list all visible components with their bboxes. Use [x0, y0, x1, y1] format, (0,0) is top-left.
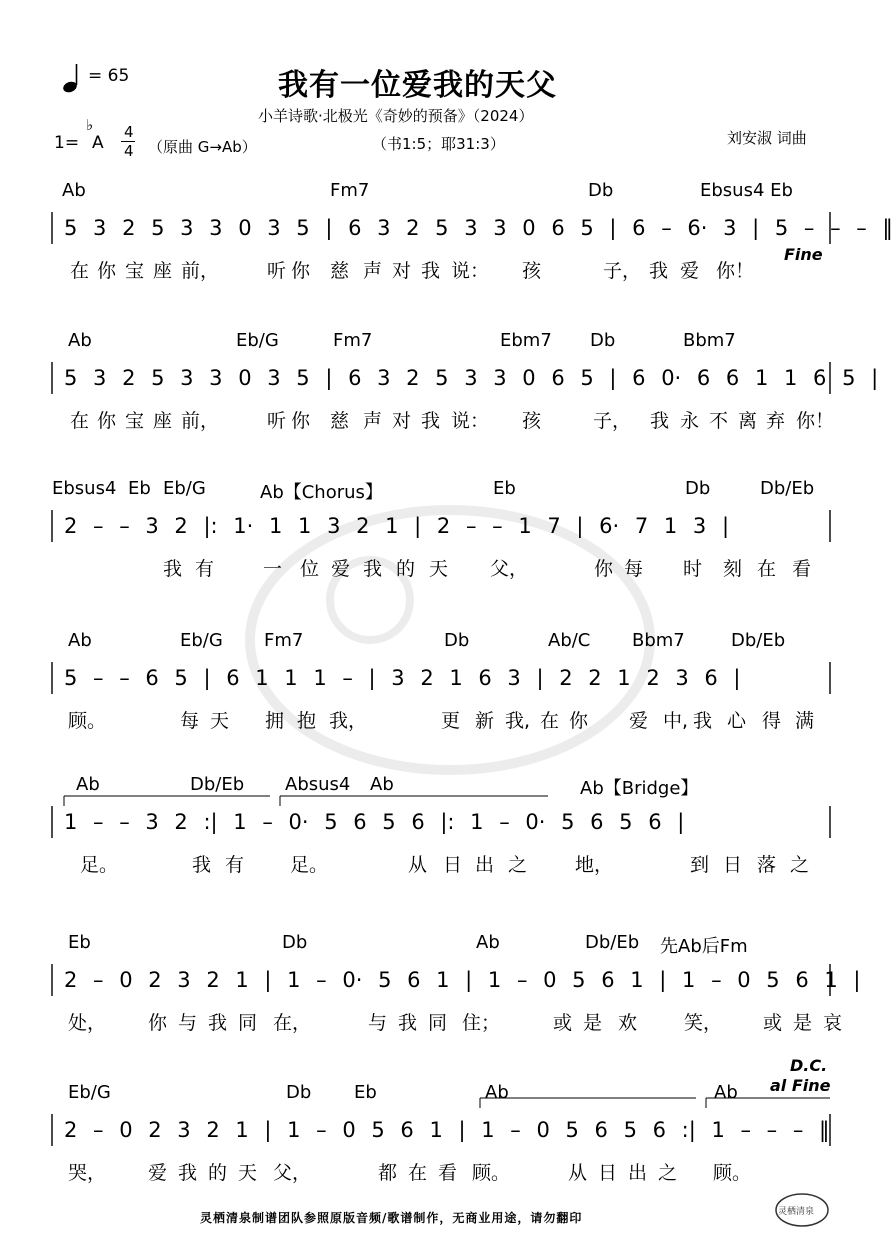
- chord-symbol: Fm7: [264, 630, 304, 651]
- chord-symbol: 先Ab后Fm: [660, 936, 748, 957]
- chord-symbol: Ab: [485, 1082, 509, 1103]
- lyric-syllable: 出: [475, 854, 495, 876]
- chord-symbol: Db: [282, 932, 308, 953]
- notation-line: 5 3 2 5 3 3 0 3 5 | 6 3 2 5 3 3 0 6 5 | 6 – 6· 3 | 5 – – – ‖: [64, 216, 893, 240]
- lyric-syllable: 看: [438, 1162, 458, 1184]
- lyric-syllable: 得: [762, 710, 782, 732]
- lyric-syllable: 有: [195, 558, 215, 580]
- lyric-syllable: 对: [392, 410, 412, 432]
- lyric-syllable: 我: [192, 854, 212, 876]
- lyric-syllable: 说：: [451, 410, 490, 432]
- lyric-syllable: 永: [680, 410, 700, 432]
- lyric-syllable: 从: [568, 1162, 588, 1184]
- chord-symbol: Db/Eb: [190, 774, 245, 795]
- lyric-syllable: 出: [628, 1162, 648, 1184]
- lyric-syllable: 听: [267, 260, 287, 282]
- chord-symbol: Absus4: [285, 774, 351, 795]
- chord-symbol: Eb/G: [68, 1082, 111, 1103]
- chord-symbol: Db/Eb: [731, 630, 786, 651]
- fine-mark: Fine: [784, 245, 823, 264]
- lyric-syllable: 哭，: [68, 1162, 107, 1184]
- lyric-syllable: 天: [429, 558, 449, 580]
- lyric-syllable: 与: [368, 1012, 388, 1034]
- chord-symbol: Ab【Chorus】: [260, 482, 383, 503]
- key-prefix: 1=: [54, 133, 80, 153]
- lyric-syllable: 我: [363, 558, 383, 580]
- original-key: （原曲 G→Ab）: [148, 138, 257, 156]
- lyric-syllable: 你: [291, 260, 311, 282]
- lyric-syllable: 或: [763, 1012, 783, 1034]
- lyric-syllable: 落: [757, 854, 777, 876]
- chord-symbol: Db: [590, 330, 616, 351]
- chord-symbol: Bbm7: [683, 330, 736, 351]
- lyric-syllable: 爱: [680, 260, 700, 282]
- lyric-syllable: 看: [792, 558, 812, 580]
- lyric-syllable: 心: [727, 710, 747, 732]
- dc-al-fine-mark: al Fine: [770, 1076, 831, 1095]
- chord-symbol: Eb: [354, 1082, 377, 1103]
- lyric-syllable: 对: [392, 260, 412, 282]
- lyric-syllable: 哀: [823, 1012, 843, 1034]
- chord-symbol: Ab: [68, 630, 92, 651]
- lyric-syllable: 新: [475, 710, 495, 732]
- footer-note: 灵栖清泉制谱团队参照原版音频/歌谱制作，无商业用途，请勿翻印: [200, 1211, 583, 1225]
- lyric-syllable: 日: [443, 854, 463, 876]
- lyric-syllable: 足。: [290, 854, 329, 876]
- chord-symbol: Db: [685, 478, 711, 499]
- lyric-syllable: 或: [553, 1012, 573, 1034]
- lyric-syllable: 之: [508, 854, 528, 876]
- lyric-syllable: 位: [300, 558, 320, 580]
- lyric-syllable: 我: [208, 1012, 228, 1034]
- chord-symbol: Eb: [128, 478, 151, 499]
- lyric-syllable: 离: [738, 410, 758, 432]
- lyric-syllable: 是: [583, 1012, 603, 1034]
- lyric-syllable: 抱: [297, 710, 317, 732]
- lyric-syllable: 子，: [593, 410, 632, 432]
- lyric-syllable: 在: [757, 558, 777, 580]
- lyric-syllable: 日: [598, 1162, 618, 1184]
- notation-line: 2 – 0 2 3 2 1 | 1 – 0· 5 6 1 | 1 – 0 5 6 1 | 1 – 0 5 6 1 |: [64, 968, 861, 992]
- lyric-syllable: 天: [238, 1162, 258, 1184]
- lyric-syllable: 顾。: [68, 710, 107, 732]
- chord-symbol: Ebm7: [500, 330, 552, 351]
- lyric-syllable: 前，: [181, 410, 220, 432]
- lyric-syllable: 我: [693, 710, 713, 732]
- chord-symbol: Fm7: [333, 330, 373, 351]
- scripture-ref: （书1:5；耶31:3）: [372, 135, 505, 153]
- lyric-syllable: 座: [153, 410, 173, 432]
- lyric-syllable: 宝: [125, 410, 145, 432]
- chord-symbol: Ab: [76, 774, 100, 795]
- chord-symbol: Eb/G: [180, 630, 223, 651]
- lyric-syllable: 有: [225, 854, 245, 876]
- chord-symbol: Eb/G: [163, 478, 206, 499]
- chord-symbol: Bbm7: [632, 630, 685, 651]
- lyric-syllable: 我: [163, 558, 183, 580]
- lyric-syllable: 我: [398, 1012, 418, 1034]
- lyric-syllable: 每: [624, 558, 644, 580]
- chord-symbol: Eb: [493, 478, 516, 499]
- lyric-syllable: 之: [658, 1162, 678, 1184]
- lyric-syllable: 日: [723, 854, 743, 876]
- time-signature-top: 4: [124, 123, 134, 141]
- lyric-syllable: 在: [70, 410, 90, 432]
- lyric-syllable: 慈: [330, 410, 350, 432]
- chord-symbol: Ab: [476, 932, 500, 953]
- lyric-syllable: 父，: [490, 558, 529, 580]
- lyric-syllable: 足。: [80, 854, 119, 876]
- chord-symbol: Ebsus4: [52, 478, 117, 499]
- lyric-syllable: 我: [649, 260, 669, 282]
- notation-line: 5 – – 6 5 | 6 1 1 1 – | 3 2 1 6 3 | 2 2 1 2 3 6 |: [64, 666, 741, 690]
- lyric-syllable: 你！: [796, 410, 835, 432]
- lyric-syllable: 声: [363, 260, 383, 282]
- lyric-syllable: 到: [690, 854, 710, 876]
- lyric-syllable: 更: [441, 710, 461, 732]
- tempo: = 65: [88, 66, 130, 86]
- lyric-syllable: 同: [428, 1012, 448, 1034]
- lyric-syllable: 座: [153, 260, 173, 282]
- lyric-syllable: 爱: [148, 1162, 168, 1184]
- lyric-syllable: 慈: [330, 260, 350, 282]
- lyric-syllable: 孩: [522, 410, 542, 432]
- lyric-syllable: 在: [540, 710, 560, 732]
- lyric-syllable: 我,: [505, 710, 531, 732]
- flat-sign: ♭: [86, 116, 94, 134]
- lyric-syllable: 父，: [273, 1162, 312, 1184]
- lyric-syllable: 弃: [766, 410, 786, 432]
- notation-line: 2 – – 3 2 |: 1· 1 1 3 2 1 | 2 – – 1 7 | 6· 7 1 3 |: [64, 514, 730, 538]
- lyric-syllable: 顾。: [713, 1162, 752, 1184]
- lyric-syllable: 你！: [716, 260, 755, 282]
- lyric-syllable: 之: [790, 854, 810, 876]
- lyric-syllable: 我: [421, 260, 441, 282]
- time-signature-bottom: 4: [124, 142, 134, 160]
- lyric-syllable: 的: [396, 558, 416, 580]
- notation-line: 2 – 0 2 3 2 1 | 1 – 0 5 6 1 | 1 – 0 5 6 5 6 :| 1 – – – ‖: [64, 1118, 830, 1142]
- notation-line: 1 – – 3 2 :| 1 – 0· 5 6 5 6 |: 1 – 0· 5 6 5 6 |: [64, 810, 685, 834]
- chord-symbol: Ab/C: [548, 630, 591, 651]
- chord-symbol: Db: [588, 180, 614, 201]
- lyric-syllable: 处，: [68, 1012, 107, 1034]
- lyric-syllable: 是: [793, 1012, 813, 1034]
- chord-symbol: Ab【Bridge】: [580, 778, 699, 799]
- lyric-syllable: 顾。: [472, 1162, 511, 1184]
- chord-symbol: Db/Eb: [585, 932, 640, 953]
- lyric-syllable: 住；: [462, 1012, 501, 1034]
- chord-symbol: Ab: [714, 1082, 738, 1103]
- lyric-syllable: 刻: [723, 558, 743, 580]
- chord-symbol: Db: [444, 630, 470, 651]
- chord-symbol: Fm7: [330, 180, 370, 201]
- lyric-syllable: 地，: [575, 854, 614, 876]
- lyric-syllable: 中,: [663, 710, 689, 732]
- lyric-syllable: 不: [709, 410, 729, 432]
- lyric-syllable: 我: [178, 1162, 198, 1184]
- chord-symbol: Ab: [62, 180, 86, 201]
- lyric-syllable: 说：: [451, 260, 490, 282]
- lyric-syllable: 你: [291, 410, 311, 432]
- lyric-syllable: 我，: [329, 710, 368, 732]
- svg-text:灵栖清泉: 灵栖清泉: [778, 1207, 815, 1217]
- lyric-syllable: 声: [363, 410, 383, 432]
- chord-symbol: Eb: [68, 932, 91, 953]
- key-note: A: [92, 133, 104, 153]
- lyric-syllable: 爱: [629, 710, 649, 732]
- lyric-syllable: 每: [180, 710, 200, 732]
- lyric-syllable: 你: [569, 710, 589, 732]
- song-title: 我有一位爱我的天父: [278, 68, 557, 103]
- lyric-syllable: 欢: [618, 1012, 638, 1034]
- lyric-syllable: 在，: [273, 1012, 312, 1034]
- lyric-syllable: 你: [594, 558, 614, 580]
- lyric-syllable: 与: [178, 1012, 198, 1034]
- lyric-syllable: 天: [210, 710, 230, 732]
- lyric-syllable: 你: [97, 260, 117, 282]
- lyric-syllable: 前，: [181, 260, 220, 282]
- lyric-syllable: 我: [650, 410, 670, 432]
- chord-symbol: Ebsus4 Eb: [700, 180, 793, 201]
- lyric-syllable: 笑，: [684, 1012, 723, 1034]
- lyric-syllable: 爱: [331, 558, 351, 580]
- lyric-syllable: 都: [378, 1162, 398, 1184]
- lyric-syllable: 一: [263, 558, 283, 580]
- lyric-syllable: 你: [97, 410, 117, 432]
- lyric-syllable: 我: [421, 410, 441, 432]
- chord-symbol: Eb/G: [236, 330, 279, 351]
- lyric-syllable: 听: [267, 410, 287, 432]
- lyric-syllable: 子，: [603, 260, 642, 282]
- lyric-syllable: 在: [70, 260, 90, 282]
- subtitle: 小羊诗歌·北极光《奇妙的预备》（2024）: [258, 107, 534, 125]
- lyric-syllable: 的: [208, 1162, 228, 1184]
- chord-symbol: Ab: [370, 774, 394, 795]
- lyric-syllable: 时: [683, 558, 703, 580]
- lyric-syllable: 从: [408, 854, 428, 876]
- lyric-syllable: 孩: [522, 260, 542, 282]
- lyric-syllable: 你: [148, 1012, 168, 1034]
- credits: 刘安淑 词曲: [727, 129, 807, 147]
- lyric-syllable: 拥: [265, 710, 285, 732]
- chord-symbol: Ab: [68, 330, 92, 351]
- lyric-syllable: 在: [408, 1162, 428, 1184]
- lyric-syllable: 满: [795, 710, 815, 732]
- notation-line: 5 3 2 5 3 3 0 3 5 | 6 3 2 5 3 3 0 6 5 | 6 0· 6 6 1 1 6 5 |: [64, 366, 879, 390]
- chord-symbol: Db/Eb: [760, 478, 815, 499]
- dc-mark: D.C.: [790, 1056, 828, 1075]
- lyric-syllable: 同: [238, 1012, 258, 1034]
- lyric-syllable: 宝: [125, 260, 145, 282]
- chord-symbol: Db: [286, 1082, 312, 1103]
